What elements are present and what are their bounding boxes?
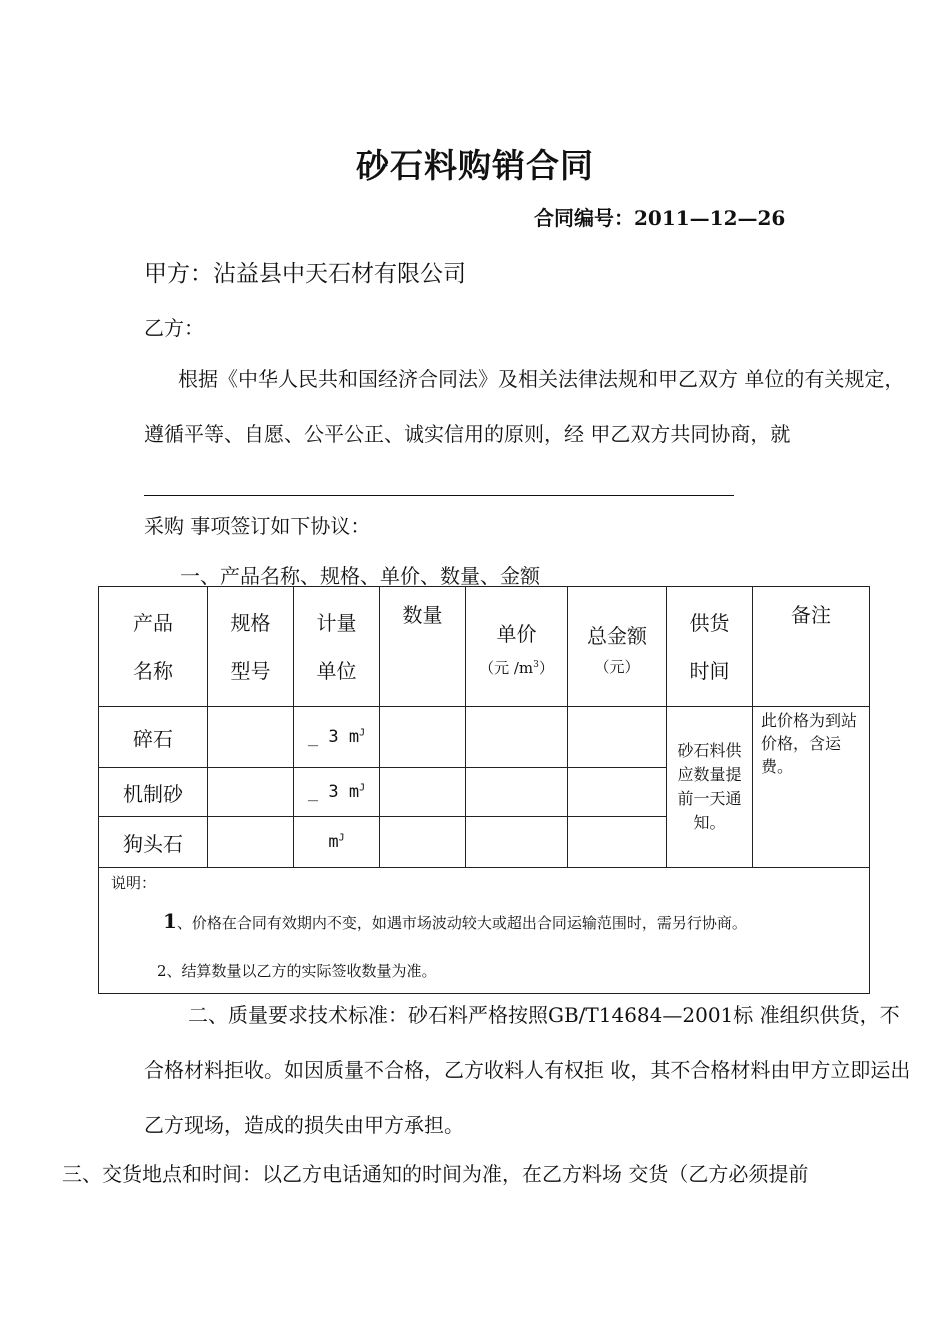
section1-title: 一、产品名称、规格、单价、数量、金额 [180, 564, 540, 588]
header-price: 单价 （元 $/m^3$） [466, 587, 568, 707]
supply-note: 砂石料供应数量提前一天通知。 [667, 707, 753, 868]
header-supply: 供货 时间 [667, 587, 753, 707]
intro-blank-line [144, 473, 734, 496]
intro-text: 根据《中华人民共和国经济合同法》及相关法律法规和甲乙双方 单位的有关规定，遵循平等、自愿、公平公正、诚实信用的原则，经 甲乙双方共同协商，就 [144, 367, 905, 446]
table-notes [99, 868, 870, 994]
section3-paragraph: 三、交货地点和时间：以乙方电话通知的时间为准，在乙方料场 交货（乙方必须提前 [62, 1162, 809, 1186]
row-qty [380, 817, 466, 868]
party-b: 乙方： [144, 316, 204, 340]
row-name: 碎石 [99, 707, 208, 768]
header-spec: 规格 型号 [208, 587, 294, 707]
table-row [99, 707, 870, 768]
row-unit: $m^J$ [294, 817, 380, 868]
row-spec [208, 768, 294, 817]
notes-label: 说明： [111, 874, 157, 892]
table-header-row [99, 587, 870, 707]
header-name: 产品 名称 [99, 587, 208, 707]
row-total [568, 817, 667, 868]
section2-paragraph: 二、质量要求技术标准：砂石料严格按照GB/T14684—2001标 准组织供货，不合格材料拒收。如因质量不合格，乙方收料人有权拒 收，其不合格材料由甲方立即运出乙方现场，造成的损失由甲方承担。 [144, 1003, 911, 1137]
row-unit: _ 3 $m^J$ [294, 768, 380, 817]
row-spec [208, 707, 294, 768]
row-total [568, 707, 667, 768]
row-price [466, 817, 568, 868]
row-qty [380, 768, 466, 817]
header-qty: 数量 [380, 587, 466, 707]
row-total [568, 768, 667, 817]
product-table [98, 586, 870, 994]
note-item-1: 1、价格在合同有效期内不变，如遇市场波动较大或超出合同运输范围时，需另行协商。 [163, 909, 747, 933]
row-unit: _ 3 $m^J$ [294, 707, 380, 768]
remark-note: 此价格为到站价格，含运费。 [753, 707, 870, 868]
header-unit: 计量 单位 [294, 587, 380, 707]
contract-number: 合同编号：2011—12—26 [534, 206, 786, 230]
table-notes-row [99, 868, 870, 994]
row-price [466, 768, 568, 817]
header-total: 总金额 （元） [568, 587, 667, 707]
header-remark: 备注 [753, 587, 870, 707]
contract-title: 砂石料购销合同 [356, 146, 594, 185]
row-name: 机制砂 [99, 768, 208, 817]
party-a: 甲方：沾益县中天石材有限公司 [144, 261, 466, 287]
intro-paragraph [144, 352, 914, 517]
row-qty [380, 707, 466, 768]
row-price [466, 707, 568, 768]
note-item-2: 2、结算数量以乙方的实际签收数量为准。 [157, 962, 437, 980]
row-spec [208, 817, 294, 868]
row-name: 狗头石 [99, 817, 208, 868]
intro-end: 采购 事项签订如下协议： [144, 514, 371, 538]
